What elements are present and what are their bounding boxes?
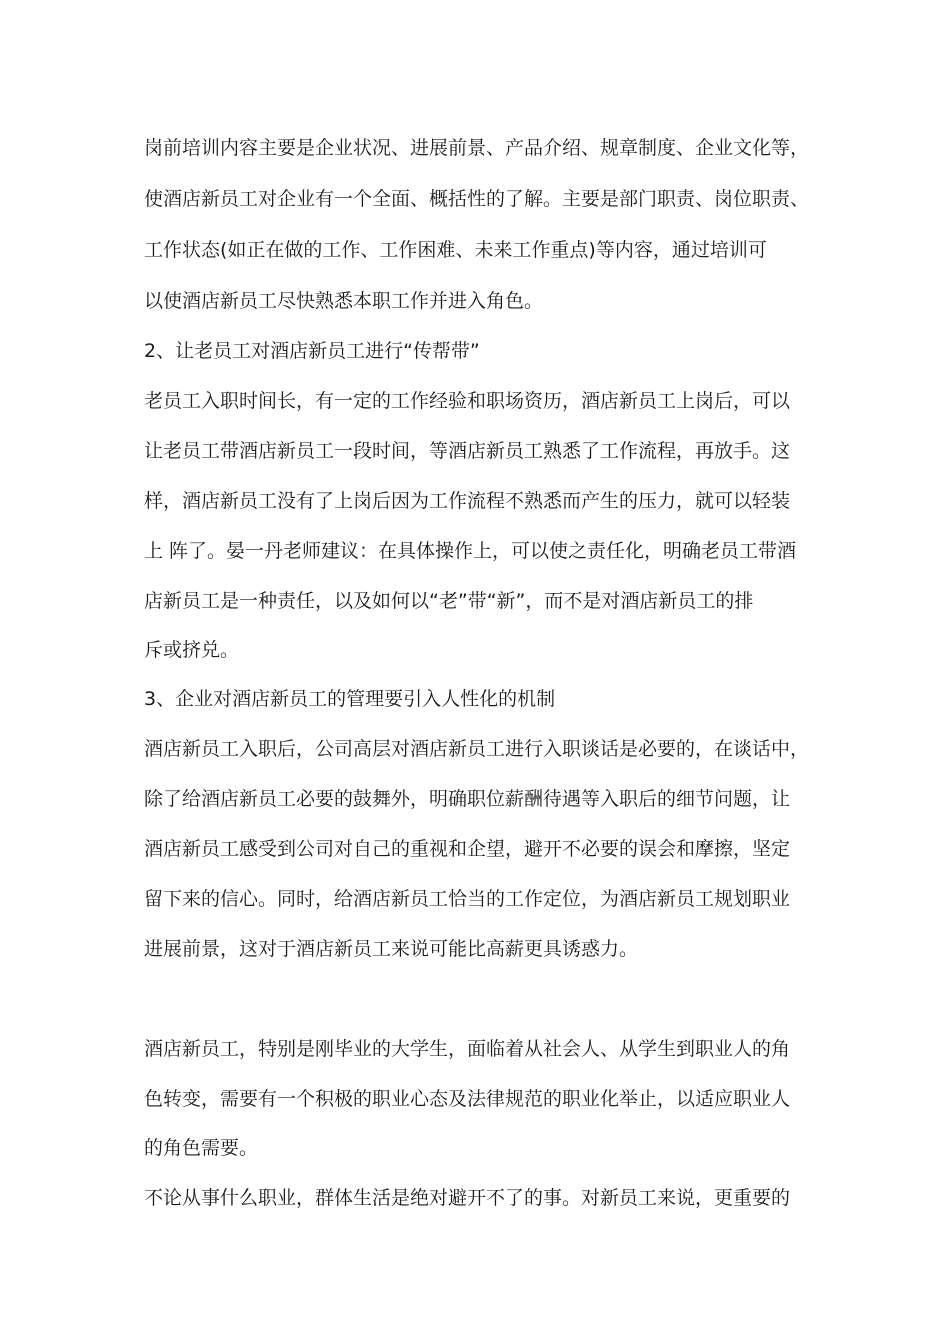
- paragraph-line: 上 阵了。晏一丹老师建议：在具体操作上，可以使之责任化，明确老员工带酒: [144, 540, 797, 562]
- paragraph-line: 留下来的信心。同时，给酒店新员工恰当的工作定位，为酒店新员工规划职业: [144, 888, 791, 910]
- paragraph-line: 进展前景，这对于酒店新员工来说可能比高薪更具诱惑力。: [144, 938, 639, 960]
- section-heading: 3、企业对酒店新员工的管理要引入人性化的机制: [144, 688, 556, 710]
- paragraph-line: 除了给酒店新员工必要的鼓舞外，明确职位薪酬待遇等入职后的细节问题，让: [144, 788, 791, 810]
- paragraph-line: 酒店新员工感受到公司对自己的重视和企望，避开不必要的误会和摩擦，坚定: [144, 838, 791, 860]
- section-heading: 2、让老员工对酒店新员工进行“传帮带”: [144, 340, 480, 362]
- paragraph-line: 的角色需要。: [144, 1137, 259, 1159]
- paragraph-line: 店新员工是一种责任，以及如何以“老”带“新”，而不是对酒店新员工的排: [144, 590, 754, 612]
- paragraph-line: 岗前培训内容主要是企业状况、进展前景、产品介绍、规章制度、企业文化等，: [144, 137, 810, 159]
- paragraph-line: 工作状态(如正在做的工作、工作困难、未来工作重点)等内容，通过培训可: [144, 239, 767, 261]
- paragraph-line: 老员工入职时间长，有一定的工作经验和职场资历，酒店新员工上岗后，可以: [144, 390, 791, 412]
- paragraph-line: 样，酒店新员工没有了上岗后因为工作流程不熟悉而产生的压力，就可以轻装: [144, 490, 791, 512]
- paragraph-line: 让老员工带酒店新员工一段时间，等酒店新员工熟悉了工作流程，再放手。这: [144, 440, 791, 462]
- paragraph-line: 色转变，需要有一个积极的职业心态及法律规范的职业化举止，以适应职业人: [144, 1088, 791, 1110]
- paragraph-line: 酒店新员工，特别是刚毕业的大学生，面临着从社会人、从学生到职业人的角: [144, 1038, 791, 1060]
- paragraph-line: 以使酒店新员工尽快熟悉本职工作并进入角色。: [144, 290, 544, 312]
- paragraph-line: 不论从事什么职业，群体生活是绝对避开不了的事。对新员工来说，更重要的: [144, 1187, 791, 1209]
- paragraph-line: 使酒店新员工对企业有一个全面、概括性的了解。主要是部门职责、岗位职责、: [144, 188, 810, 210]
- paragraph-line: 酒店新员工入职后，公司高层对酒店新员工进行入职谈话是必要的，在谈话中，: [144, 738, 810, 760]
- paragraph-line: 斥或挤兑。: [144, 639, 240, 661]
